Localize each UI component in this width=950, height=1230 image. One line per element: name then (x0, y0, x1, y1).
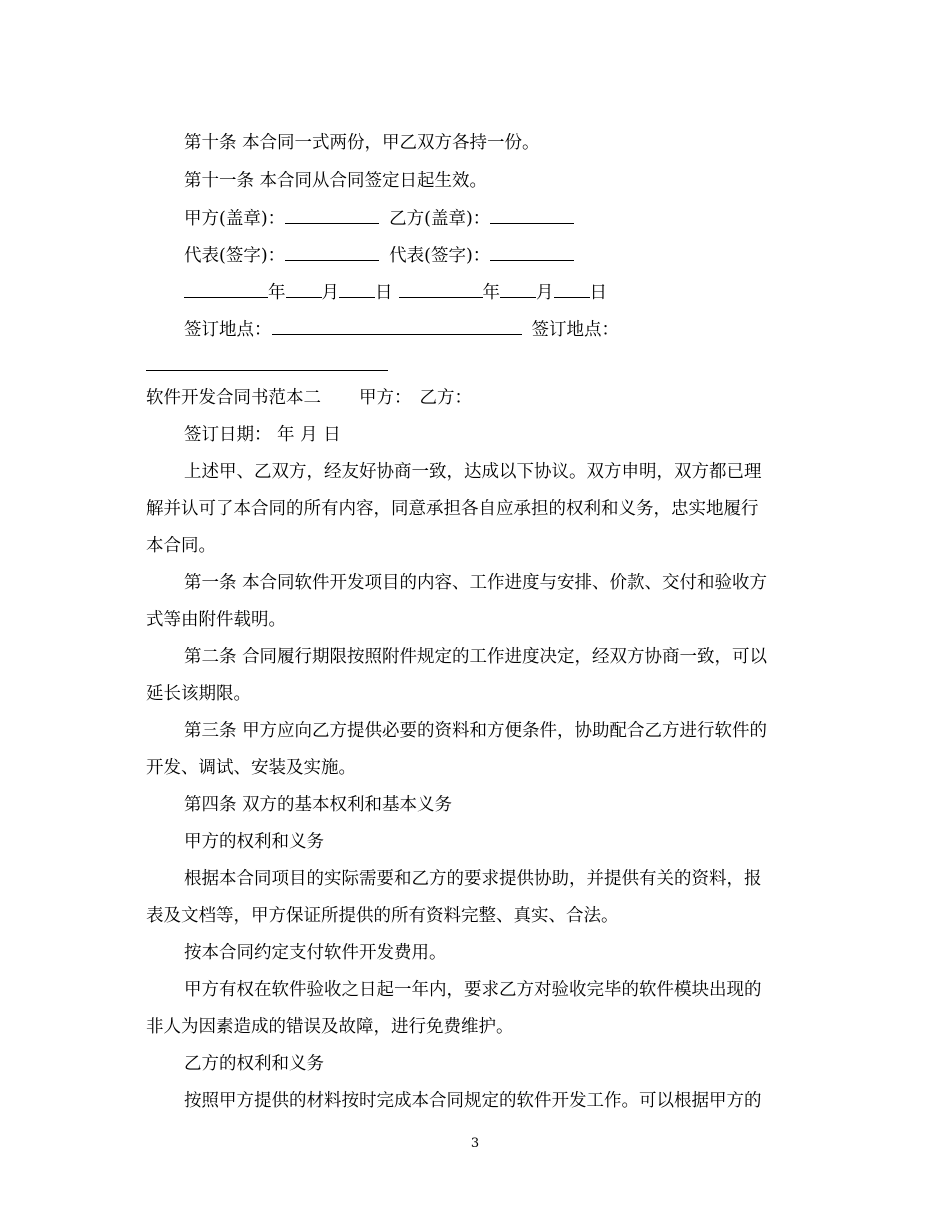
clause-2-line-1: 第二条 合同履行期限按照附件规定的工作进度决定，经双方协商一致，可以 (184, 647, 768, 667)
signing-place-blank-a (272, 318, 522, 335)
party-a-item-3-line-1: 甲方有权在软件验收之日起一年内，要求乙方对验收完毕的软件模块出现的 (184, 980, 762, 1000)
clause-1-line-2: 式等由附件载明。 (146, 610, 286, 630)
clause-1-line-1: 第一条 本合同软件开发项目的内容、工作进度与安排、价款、交付和验收方 (184, 573, 768, 593)
clause-10: 第十条 本合同一式两份，甲乙双方各持一份。 (184, 133, 540, 153)
party-a-seal-blank (285, 207, 379, 224)
preamble-line-2: 解并认可了本合同的所有内容，同意承担各自应承担的权利和义务，忠实地履行 (146, 499, 759, 519)
clause-3-line-2: 开发、调试、安装及实施。 (146, 758, 356, 778)
signing-place-blank-b (146, 370, 388, 371)
clause-3-line-1: 第三条 甲方应向乙方提供必要的资料和方便条件，协助配合乙方进行软件的 (184, 721, 768, 741)
party-b-label: 乙方： (419, 388, 472, 408)
party-b-seal-label: 乙方(盖章)： (389, 209, 491, 229)
clause-4-heading: 第四条 双方的基本权利和基本义务 (184, 795, 453, 815)
preamble-line-3: 本合同。 (146, 536, 216, 556)
party-b-rep-label: 代表(签字)： (389, 246, 491, 266)
template-title: 软件开发合同书范本二 (146, 388, 321, 408)
party-a-item-1-line-1: 根据本合同项目的实际需要和乙方的要求提供协助，并提供有关的资料，报 (184, 869, 762, 889)
date-line: 年 月 日 年 月 日 (184, 281, 607, 304)
party-b-rep-blank (490, 244, 574, 261)
party-a-item-3-line-2: 非人为因素造成的错误及故障，进行免费维护。 (146, 1017, 514, 1037)
party-a-seal-label: 甲方(盖章)： (184, 209, 286, 229)
party-a-rep-label: 代表(签字)： (184, 246, 286, 266)
party-a-rights-heading: 甲方的权利和义务 (184, 832, 324, 852)
template-title-line (146, 387, 472, 409)
page-number: 3 (470, 1136, 480, 1151)
signing-place-label-b: 签订地点： (531, 320, 619, 340)
party-a-rep-blank (285, 244, 379, 261)
party-b-rights-heading: 乙方的权利和义务 (184, 1054, 324, 1074)
party-b-item-1-line-1: 按照甲方提供的材料按时完成本合同规定的软件开发工作。可以根据甲方的 (184, 1091, 762, 1111)
party-a-seal-line (184, 207, 574, 230)
clause-11: 第十一条 本合同从合同签定日起生效。 (184, 171, 488, 191)
party-a-label: 甲方： (359, 388, 412, 408)
party-a-item-1-line-2: 表及文档等，甲方保证所提供的所有资料完整、真实、合法。 (146, 906, 619, 926)
preamble-line-1: 上述甲、乙双方，经友好协商一致，达成以下协议。双方申明，双方都已理 (184, 462, 762, 482)
representative-line (184, 244, 574, 267)
party-b-seal-blank (490, 207, 574, 224)
signing-place-line (184, 318, 619, 341)
signing-date: 签订日期： 年 月 日 (184, 425, 341, 445)
clause-2-line-2: 延长该期限。 (146, 684, 251, 704)
party-a-item-2: 按本合同约定支付软件开发费用。 (184, 943, 447, 963)
signing-place-label-a: 签订地点： (184, 320, 272, 340)
